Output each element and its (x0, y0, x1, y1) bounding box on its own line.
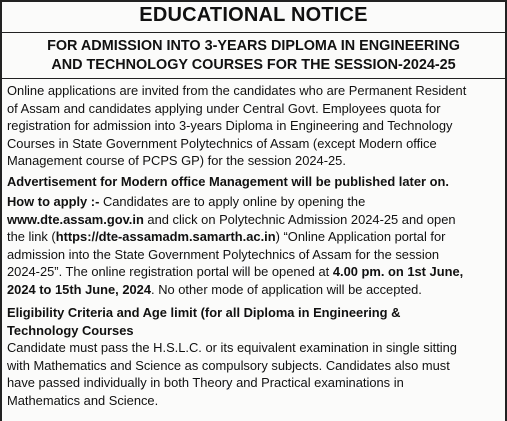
eligibility-heading: Eligibility Criteria and Age limit (for all Diploma in Engineering & (7, 305, 401, 320)
how-to-apply-heading: How to apply :- (7, 194, 100, 209)
eligibility-line: Candidate must pass the H.S.L.C. or its equivalent examination in single sitting (7, 340, 457, 355)
how-to-apply-text: Candidates are to apply online by opening the (99, 194, 366, 209)
how-to-apply-line: admission into the State Government Polytechnics of Assam for the session (7, 246, 440, 262)
subtitle-line-1: FOR ADMISSION INTO 3-YEARS DIPLOMA IN ENGINEERING (47, 38, 460, 54)
how-to-apply-text: . No other mode of application will be accepted. (151, 281, 422, 297)
registration-end-date: 2024 to 15th June, 2024 (7, 281, 152, 297)
eligibility-line: have passed individually in both Theory and Practical examinations in (7, 375, 404, 390)
intro-line: Online applications are invited from the candidates who are Permanent Resident (7, 83, 467, 98)
how-to-apply-line (7, 211, 501, 229)
how-to-apply-line (7, 263, 501, 281)
notice-title: EDUCATIONAL NOTICE (139, 4, 368, 26)
advertisement-notice (7, 173, 501, 191)
divider (2, 78, 505, 79)
intro-line: registration for admission into 3-years Diploma in Engineering and Technology (7, 118, 453, 133)
how-to-apply-text: ) “Online Application portal for (275, 229, 446, 244)
eligibility-line: Mathematics and Science. (7, 392, 159, 408)
how-to-apply-line (7, 228, 501, 246)
how-to-apply-text: and click on Polytechnic Admission 2024-25 and open (143, 211, 456, 227)
advertisement-line: Advertisement for Modern office Management will be published later on. (7, 174, 449, 189)
intro-line: Management course of PCPS GP) for the session 2024-25. (7, 153, 346, 168)
how-to-apply-section (7, 193, 501, 298)
intro-line: of Assam and candidates applying under Central Govt. Employees quota for (7, 100, 441, 116)
intro-paragraph (7, 82, 501, 170)
samarth-portal-link[interactable]: https://dte-assamadm.samarth.ac.in (55, 229, 276, 244)
divider (2, 32, 505, 33)
how-to-apply-text: 2024-25”. The online registration portal will be opened at (7, 264, 333, 279)
eligibility-line: with Mathematics and Science as compulsory subjects. Candidates also must (7, 357, 450, 373)
intro-line: Courses in State Government Polytechnics of Assam (except Modern office (7, 135, 437, 151)
how-to-apply-line (7, 193, 501, 211)
how-to-apply-text: the link ( (7, 229, 56, 244)
dte-website-link[interactable]: www.dte.assam.gov.in (7, 211, 144, 227)
eligibility-section (7, 304, 501, 409)
subtitle-line-2: AND TECHNOLOGY COURSES FOR THE SESSION-2024-25 (51, 57, 456, 73)
registration-start-date: 4.00 pm. on 1st June, (332, 264, 464, 279)
how-to-apply-line (7, 281, 501, 299)
notice-subtitle (2, 37, 505, 75)
eligibility-heading: Technology Courses (7, 322, 134, 338)
